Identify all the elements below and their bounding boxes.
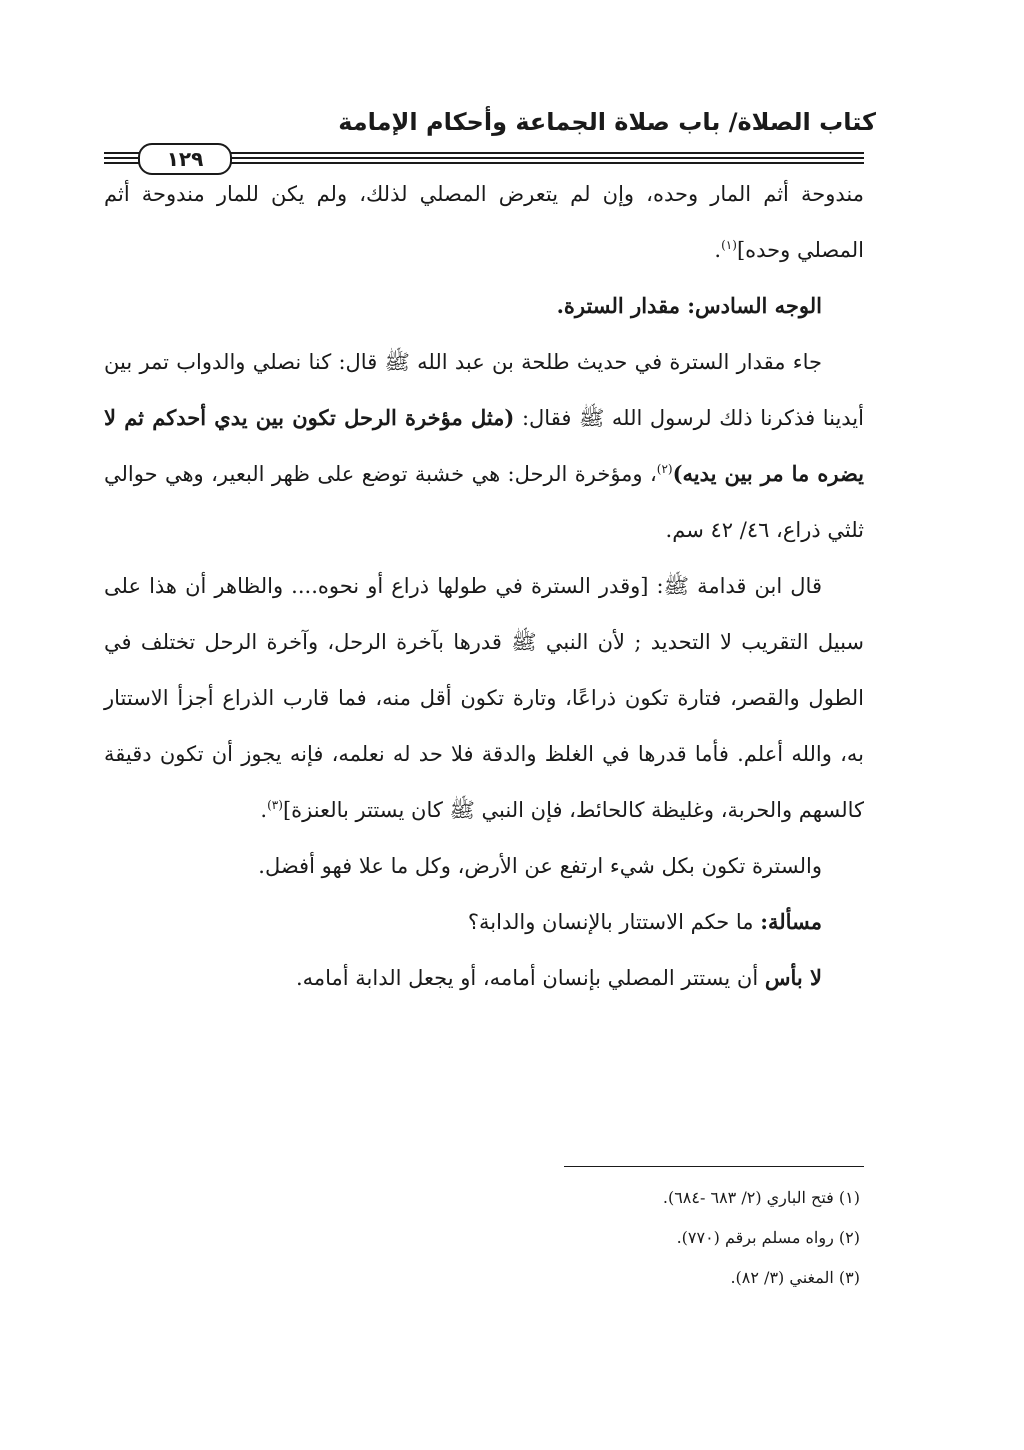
paragraph xyxy=(104,334,864,558)
section-heading: الوجه السادس: مقدار السترة. xyxy=(556,293,822,318)
footnote: (٣) المغني (٣/ ٨٢). xyxy=(730,1268,860,1287)
paragraph-text: أن يستتر المصلي بإنسان أمامه، أو يجعل الدابة أمامه. xyxy=(295,966,765,990)
footnote-ref: (١) xyxy=(721,238,737,252)
paragraph-text: جاء مقدار السترة في حديث طلحة بن عبد الله ﷺ قال: كنا نصلي والدواب تمر بين أيدينا فذكرنا ذلك لرسول الله ﷺ فقال: xyxy=(104,350,864,430)
hadith-quote: (مثل مؤخرة الرحل تكون بين يدي أحدكم ثم لا يضره ما مر بين يديه) xyxy=(104,405,864,486)
paragraph-text: . xyxy=(714,238,722,262)
footnote-ref: (٢) xyxy=(656,462,673,476)
footnotes xyxy=(260,1178,860,1298)
paragraph-text: قال ابن قدامة ﷺ: [وقدر السترة في طولها ذراع أو نحوه.... والظاهر أن هذا على سبيل التقريب لا التحديد ; لأن النبي ﷺ قدرها بآخرة الرحل، وآخرة الرحل تختلف في الطول والقصر، فتارة تكون ذراعًا، وتارة تكون أقل منه، فما قارب الذراع أجزأ الاستتار به، والله أعلم. فأما قدرها في الغلظ والدقة فلا حد له نعلمه، فإنه يجوز أن تكون دقيقة كالسهم والحربة، وغليظة كالحائط، فإن النبي ﷺ كان يستتر بالعنزة] xyxy=(104,574,864,822)
footnote-ref: (٣) xyxy=(267,798,283,812)
paragraph-text: . xyxy=(260,798,268,822)
footnote: (٢) رواه مسلم برقم (٧٧٠). xyxy=(676,1228,860,1247)
page-number: ١٢٩ xyxy=(138,143,232,175)
paragraph-text: ، ومؤخرة الرحل: هي خشبة توضع على ظهر البعير، وهي حوالي ثلثي ذراع، ٤٦/ ٤٢ سم. xyxy=(104,462,864,542)
header-title: كتاب الصلاة/ باب صلاة الجماعة وأحكام الإمامة xyxy=(338,108,876,136)
footnote-divider xyxy=(564,1166,864,1167)
main-text xyxy=(104,166,864,1006)
paragraph-text: مندوحة أثم المار وحده، وإن لم يتعرض المصلي لذلك، ولم يكن للمار مندوحة أثم المصلي وحده] xyxy=(104,182,864,262)
paragraph xyxy=(104,894,864,950)
paragraph xyxy=(104,166,864,278)
footnote: (١) فتح الباري (٢/ ٦٨٣ -٦٨٤). xyxy=(662,1188,860,1207)
paragraph xyxy=(104,558,864,838)
paragraph-text: والسترة تكون بكل شيء ارتفع عن الأرض، وكل ما علا فهو أفضل. xyxy=(258,854,822,878)
paragraph-text: ما حكم الاستتار بالإنسان والدابة؟ xyxy=(467,910,761,934)
paragraph xyxy=(104,950,864,1006)
answer-lead: لا بأس xyxy=(764,965,822,990)
question-label: مسألة: xyxy=(760,909,822,934)
paragraph xyxy=(104,838,864,894)
